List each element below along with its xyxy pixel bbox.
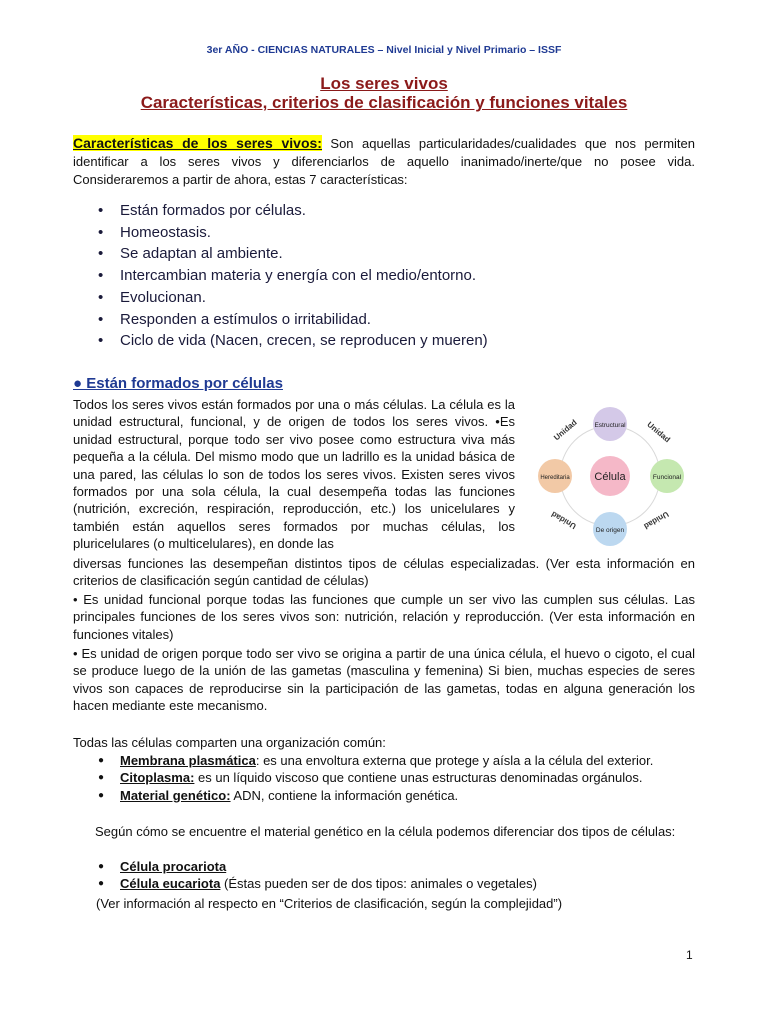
- bottom-label: De origen: [595, 527, 625, 534]
- unidad-label-top-right: Unidad: [645, 419, 672, 445]
- list-item: • Homeostasis.: [98, 222, 488, 244]
- term: Célula procariota: [120, 859, 227, 874]
- list-item: [98, 858, 537, 875]
- section-paragraph-4: • Es unidad de origen porque todo ser vivo se origina a partir de una única célula, el huevo o cigoto, el cual se produce luego de la unión de las gametas (masculina y femenina) Si bien, muchas especies de seres vivos son capaces de reproducirse sin la participación de las gametas, todas en alguna generación los hacen mediante este mecanismo.: [73, 646, 695, 714]
- page-subtitle: Características, criterios de clasificación y funciones vitales: [140, 93, 628, 112]
- section-paragraph-2: diversas funciones las desempeñan distintos tipos de células especializadas. (Ver esta información en criterios de clasificación según cantidad de células): [73, 556, 695, 589]
- section-paragraph-3: • Es unidad funcional porque todas las funciones que cumple un ser vivo las cumplen sus células. Las principales funciones de los seres vivos son: nutrición, relación y reproducción. (Ver esta información en funciones vitales): [73, 592, 695, 642]
- list-item: • Están formados por células.: [98, 200, 488, 222]
- cell-types-list: [98, 858, 537, 893]
- section-heading: ● Están formados por células: [73, 375, 283, 392]
- term: Citoplasma:: [120, 770, 195, 786]
- list-item: [98, 787, 653, 804]
- term: Material genético:: [120, 787, 231, 803]
- page-title: Los seres vivos: [320, 74, 448, 93]
- list-item: • Responden a estímulos o irritabilidad.: [98, 309, 488, 331]
- list-item: • Intercambian materia y energía con el medio/entorno.: [98, 265, 488, 287]
- unidad-label-bottom-left: Unidad: [549, 509, 578, 531]
- term: Membrana plasmática: [120, 753, 256, 768]
- document-header: 3er AÑO - CIENCIAS NATURALES – Nivel Inicial y Nivel Primario – ISSF: [206, 44, 562, 56]
- top-label: Estructural: [594, 422, 626, 429]
- unidad-label-bottom-right: Unidad: [642, 509, 671, 531]
- right-label: Funcional: [652, 474, 682, 481]
- desc: ADN, contiene la información genética.: [230, 787, 459, 803]
- cell-unit-diagram: [525, 396, 695, 551]
- cell-types-intro: Según cómo se encuentre el material genético en la célula podemos diferenciar dos tipos de células:: [95, 824, 676, 839]
- list-item: [98, 875, 537, 892]
- section-paragraph-1: Todos los seres vivos están formados por una o más células. La célula es la unidad estructural, funcional, y de origen de todos los seres vivos. •Es unidad estructural, porque todo ser vivo posee como estructura viva más pequeña a la célula. Del mismo modo que un ladrillo es la unidad básica de una pared, las células lo son de todos los seres vivos. Existen seres vivos formados por una sola célula, la cual desempeña todas las funciones (nutrición, excreción, respiración, reproducción, etc.) los unicelulares y también están aquellos seres formados por muchas células, los pluricelulares (o multicelulares), en donde las: [73, 397, 515, 552]
- center-label: Célula: [594, 471, 626, 483]
- intro-paragraph: [73, 134, 695, 189]
- cell-types-note: (Ver información al respecto en “Criterios de clasificación, según la complejidad”): [96, 896, 563, 911]
- desc: (Éstas pueden ser de dos tipos: animales o vegetales): [220, 876, 537, 892]
- desc: es un líquido viscoso que contiene unas estructuras denominadas orgánulos.: [194, 770, 643, 786]
- intro-label: Características de los seres vivos:: [73, 135, 322, 151]
- organization-intro: Todas las células comparten una organización común:: [73, 735, 386, 750]
- list-item: [98, 752, 653, 769]
- term: Célula eucariota: [120, 876, 221, 892]
- characteristics-list: [98, 200, 488, 352]
- list-item: • Se adaptan al ambiente.: [98, 243, 488, 265]
- desc: : es una envoltura externa que protege y aísla a la célula del exterior.: [255, 753, 654, 768]
- organization-list: [98, 752, 653, 804]
- list-item: • Evolucionan.: [98, 287, 488, 309]
- left-label: Hereditaria: [540, 475, 570, 481]
- list-item: [98, 769, 653, 786]
- intro-text: Son aquellas particularidades/cualidades que nos permiten identificar a los seres vivos y diferenciarlos de aquello inanimado/inerte/que no posee vida. Consideraremos a partir de ahora, estas 7 características:: [73, 136, 696, 187]
- list-item: • Ciclo de vida (Nacen, crecen, se reproducen y mueren): [98, 330, 488, 352]
- unidad-label-top-left: Unidad: [552, 417, 579, 443]
- page-number: 1: [686, 948, 693, 962]
